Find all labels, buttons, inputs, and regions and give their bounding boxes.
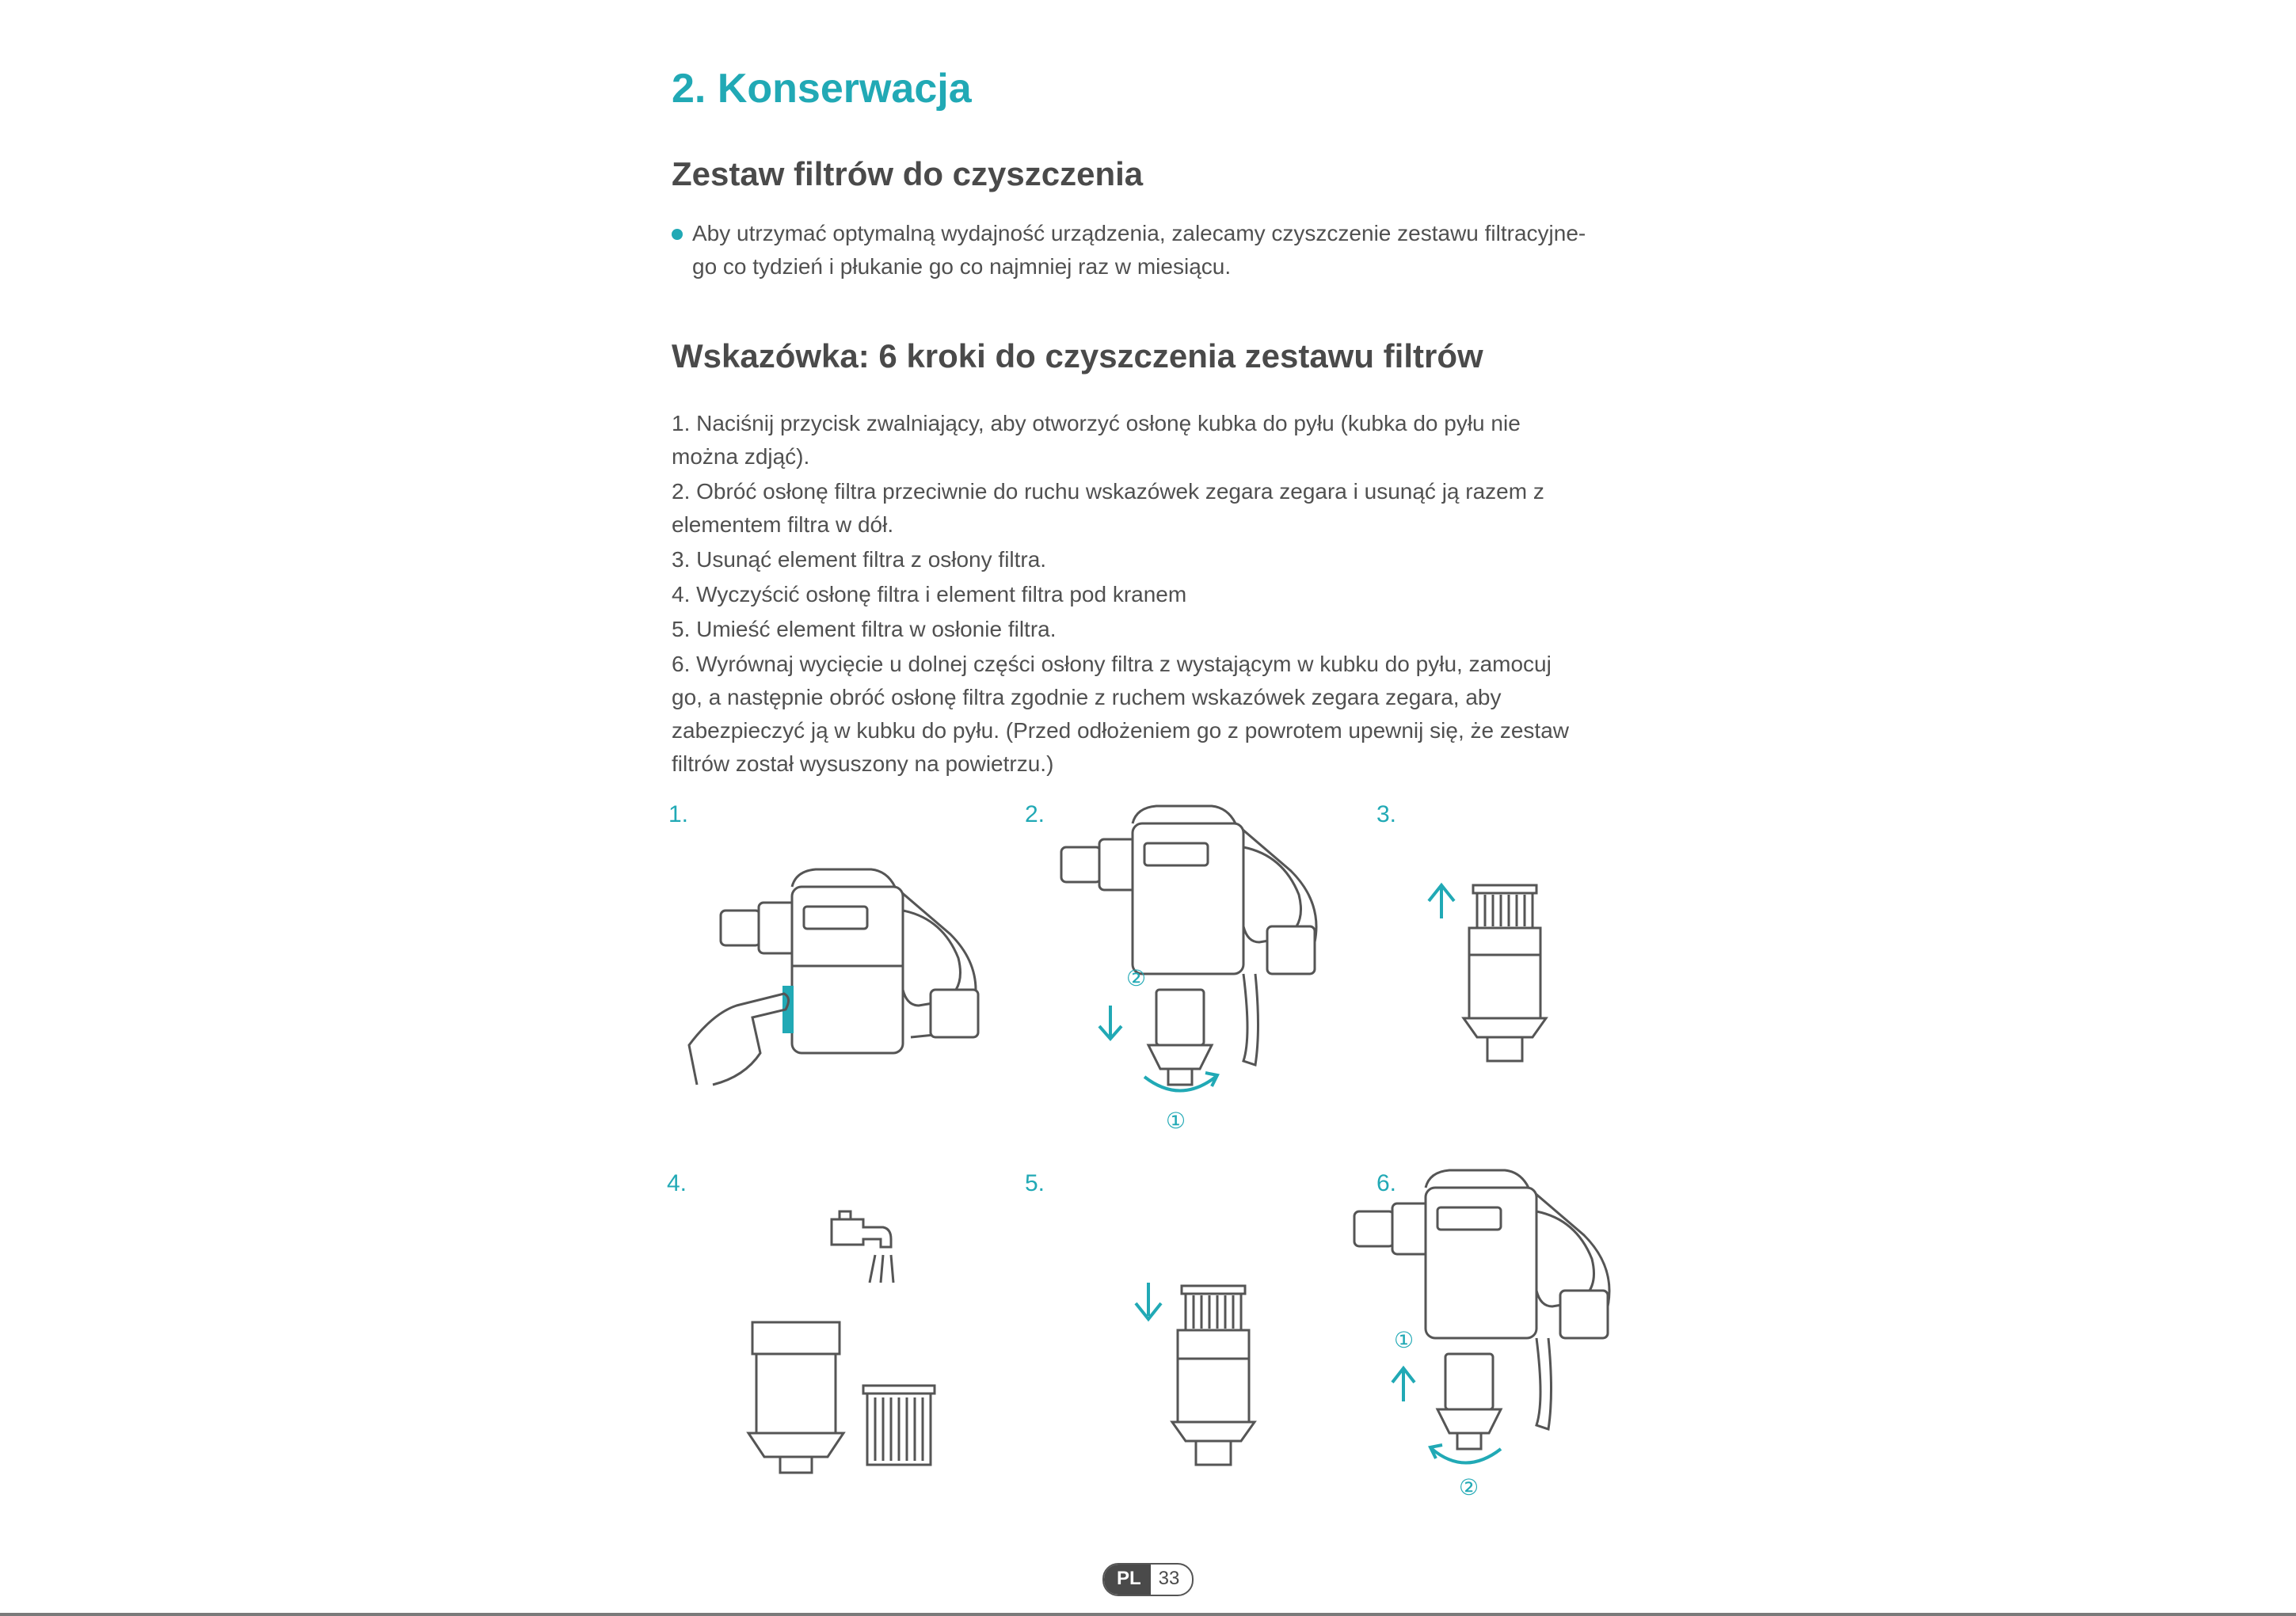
step-line: 3. Usunąć element filtra z osłony filtra.	[672, 547, 1047, 572]
step-line: można zdjąć).	[672, 444, 810, 469]
step-item	[672, 613, 1622, 646]
filter-insert-icon	[1125, 1275, 1283, 1465]
step-line: 1. Naciśnij przycisk zwalniający, aby otworzyć osłonę kubka do pyłu (kubka do pyłu nie	[672, 411, 1521, 435]
step-item	[672, 648, 1622, 781]
page-number: 33	[1158, 1568, 1180, 1589]
language-code: PL	[1104, 1565, 1151, 1595]
figure-label-6: 6.	[1376, 1170, 1397, 1196]
illustration-step-3	[1418, 871, 1576, 1069]
section-title-tips: Wskazówka: 6 kroki do czyszczenia zestawu filtrów	[672, 337, 1483, 375]
bullet-line: go co tydzień i płukanie go co najmniej raz w miesiącu.	[692, 254, 1232, 279]
circled-one: ①	[1394, 1328, 1415, 1352]
figure-label-3: 3.	[1376, 801, 1397, 827]
step-line: go, a następnie obróć osłonę filtra zgodnie z ruchem wskazówek zegara zegara, aby	[672, 685, 1502, 709]
filter-separate-icon	[1418, 871, 1576, 1069]
bullet-dot-icon	[672, 229, 683, 240]
step-line: 6. Wyrównaj wycięcie u dolnej części osłony filtra z wystającym w kubku do pyłu, zamocuj	[672, 652, 1552, 676]
bullet-line: Aby utrzymać optymalną wydajność urządzenia, zalecamy czyszczenie zestawu filtracyjne-	[692, 221, 1586, 245]
figure-label-5: 5.	[1025, 1170, 1045, 1196]
bullet-paragraph	[672, 217, 1622, 283]
page-content	[672, 55, 1622, 782]
section-title-filters: Zestaw filtrów do czyszczenia	[672, 155, 1144, 192]
step-line: filtrów został wysuszony na powietrzu.)	[672, 751, 1054, 776]
faucet-rinse-icon	[744, 1203, 950, 1473]
figure-label-1: 1.	[668, 801, 689, 827]
step-line: elementem filtra w dół.	[672, 512, 894, 537]
illustration-step-4	[744, 1203, 950, 1473]
page-number-badge	[1102, 1563, 1194, 1596]
illustration-step-6	[1346, 1164, 1632, 1504]
step-item	[672, 475, 1622, 542]
page-title: 2. Konserwacja	[672, 66, 972, 112]
illustration-step-1	[689, 855, 1006, 1093]
figure-label-2: 2.	[1025, 801, 1045, 827]
circled-two: ②	[1459, 1475, 1479, 1500]
figure-label-4: 4.	[667, 1170, 687, 1196]
step-line: 5. Umieść element filtra w osłonie filtra.	[672, 617, 1057, 641]
vacuum-release-button-icon	[689, 855, 1006, 1093]
step-line: zabezpieczyć ją w kubku do pyłu. (Przed odłożeniem go z powrotem upewnij się, że zestaw	[672, 718, 1570, 743]
step-line: 2. Obróć osłonę filtra przeciwnie do ruchu wskazówek zegara zegara i usunąć ją razem z	[672, 479, 1544, 504]
circled-two: ②	[1126, 966, 1147, 991]
circled-one: ①	[1166, 1108, 1186, 1133]
steps-list	[672, 407, 1622, 781]
filter-pleats	[875, 1397, 923, 1461]
bottom-rule	[0, 1613, 2296, 1616]
illustration-step-5	[1125, 1275, 1283, 1465]
vacuum-remove-filter-icon	[1053, 800, 1354, 1140]
illustration-step-2	[1053, 800, 1354, 1140]
step-line: 4. Wyczyścić osłonę filtra i element filtra pod kranem	[672, 582, 1187, 606]
vacuum-install-filter-icon	[1346, 1164, 1632, 1504]
step-item	[672, 407, 1622, 473]
step-item	[672, 543, 1622, 576]
step-item	[672, 578, 1622, 611]
